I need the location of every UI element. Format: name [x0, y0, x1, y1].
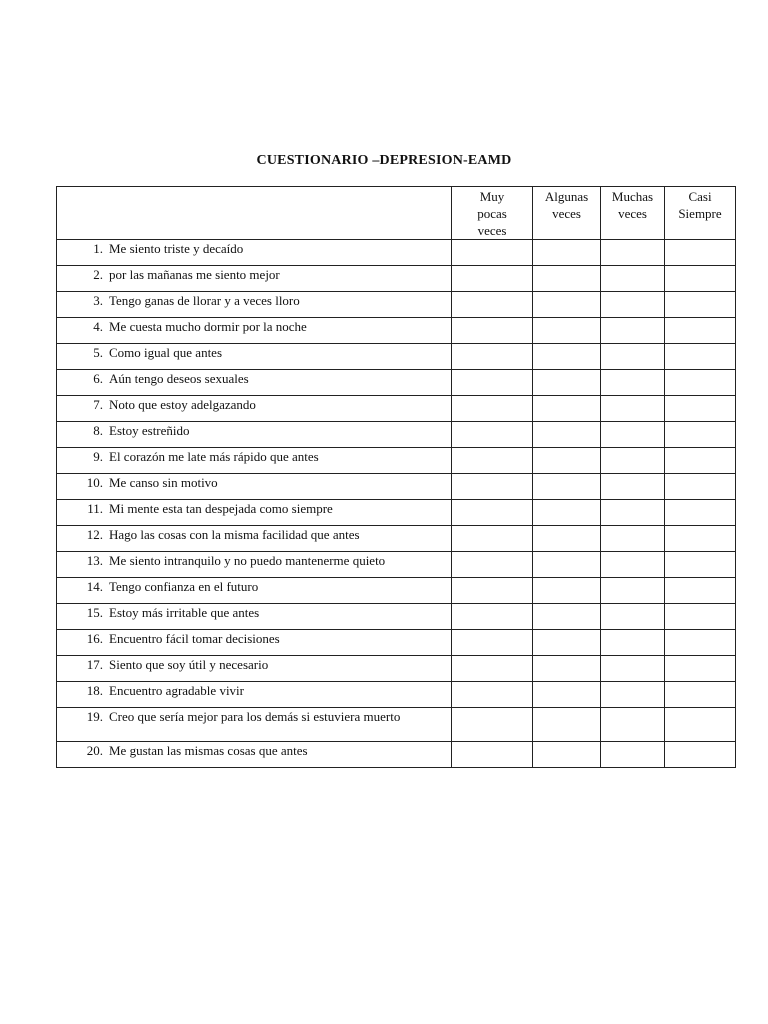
answer-cell-algunas-veces[interactable] — [533, 422, 601, 448]
answer-cell-algunas-veces[interactable] — [533, 396, 601, 422]
question-number: 2. — [93, 267, 103, 282]
question-number: 10. — [86, 475, 103, 490]
question-row — [57, 552, 736, 578]
question-row — [57, 448, 736, 474]
question-row — [57, 708, 736, 742]
answer-cell-muchas-veces[interactable] — [601, 742, 665, 768]
question-cell — [57, 578, 452, 604]
question-row — [57, 396, 736, 422]
answer-cell-casi-siempre[interactable] — [665, 344, 736, 370]
question-number: 1. — [93, 241, 103, 256]
questionnaire-table — [56, 186, 736, 768]
answer-cell-muy-pocas-veces[interactable] — [452, 656, 533, 682]
answer-cell-algunas-veces[interactable] — [533, 682, 601, 708]
answer-cell-muchas-veces[interactable] — [601, 318, 665, 344]
question-row — [57, 604, 736, 630]
question-text: Me canso sin motivo — [109, 475, 218, 490]
question-text: Como igual que antes — [109, 345, 223, 360]
answer-cell-algunas-veces[interactable] — [533, 344, 601, 370]
answer-cell-muy-pocas-veces[interactable] — [452, 604, 533, 630]
question-number: 11. — [87, 501, 103, 516]
question-cell — [57, 240, 452, 266]
answer-cell-casi-siempre[interactable] — [665, 552, 736, 578]
answer-cell-muy-pocas-veces[interactable] — [452, 344, 533, 370]
question-number: 13. — [86, 553, 103, 568]
question-number: 19. — [86, 709, 103, 724]
answer-cell-muchas-veces[interactable] — [601, 266, 665, 292]
question-text: Me cuesta mucho dormir por la noche — [109, 319, 307, 334]
answer-cell-muy-pocas-veces[interactable] — [452, 370, 533, 396]
question-text: Tengo confianza en el futuro — [109, 579, 259, 594]
question-text: Mi mente esta tan despejada como siempre — [109, 501, 333, 516]
answer-cell-muy-pocas-veces[interactable] — [452, 708, 533, 742]
question-row — [57, 344, 736, 370]
question-number: 4. — [93, 319, 103, 334]
question-cell — [57, 682, 452, 708]
answer-cell-muchas-veces[interactable] — [601, 682, 665, 708]
question-number: 16. — [86, 631, 103, 646]
answer-cell-muy-pocas-veces[interactable] — [452, 578, 533, 604]
question-row — [57, 656, 736, 682]
question-row — [57, 474, 736, 500]
question-cell — [57, 344, 452, 370]
answer-cell-algunas-veces[interactable] — [533, 742, 601, 768]
question-cell — [57, 422, 452, 448]
answer-cell-algunas-veces[interactable] — [533, 708, 601, 742]
answer-cell-muchas-veces[interactable] — [601, 240, 665, 266]
header-row — [57, 187, 736, 240]
answer-cell-casi-siempre[interactable] — [665, 708, 736, 742]
question-row — [57, 578, 736, 604]
question-number: 5. — [93, 345, 103, 360]
question-text: Tengo ganas de llorar y a veces lloro — [109, 293, 300, 308]
question-text: Encuentro fácil tomar decisiones — [109, 631, 280, 646]
answer-cell-algunas-veces[interactable] — [533, 578, 601, 604]
answer-cell-muchas-veces[interactable] — [601, 344, 665, 370]
question-text: por las mañanas me siento mejor — [109, 267, 280, 282]
answer-cell-casi-siempre[interactable] — [665, 318, 736, 344]
answer-cell-muchas-veces[interactable] — [601, 474, 665, 500]
answer-cell-algunas-veces[interactable] — [533, 448, 601, 474]
question-row — [57, 742, 736, 768]
answer-cell-muy-pocas-veces[interactable] — [452, 552, 533, 578]
question-row — [57, 630, 736, 656]
answer-cell-muy-pocas-veces[interactable] — [452, 266, 533, 292]
answer-cell-algunas-veces[interactable] — [533, 266, 601, 292]
question-cell — [57, 526, 452, 552]
question-row — [57, 370, 736, 396]
question-cell — [57, 370, 452, 396]
answer-cell-muy-pocas-veces[interactable] — [452, 500, 533, 526]
question-text: Noto que estoy adelgazando — [109, 397, 256, 412]
answer-cell-muchas-veces[interactable] — [601, 656, 665, 682]
header-casi-siempre: Casi Siempre — [665, 187, 736, 240]
question-text: Creo que sería mejor para los demás si estuviera muerto — [109, 709, 401, 724]
answer-cell-muchas-veces[interactable] — [601, 396, 665, 422]
question-text: Siento que soy útil y necesario — [109, 657, 269, 672]
question-row — [57, 526, 736, 552]
answer-cell-casi-siempre[interactable] — [665, 500, 736, 526]
answer-cell-algunas-veces[interactable] — [533, 552, 601, 578]
answer-cell-casi-siempre[interactable] — [665, 370, 736, 396]
question-cell — [57, 448, 452, 474]
question-text: Estoy estreñido — [109, 423, 190, 438]
question-text: Hago las cosas con la misma facilidad que antes — [109, 527, 360, 542]
answer-cell-muy-pocas-veces[interactable] — [452, 318, 533, 344]
answer-cell-muy-pocas-veces[interactable] — [452, 240, 533, 266]
question-row — [57, 266, 736, 292]
answer-cell-algunas-veces[interactable] — [533, 240, 601, 266]
answer-cell-muchas-veces[interactable] — [601, 630, 665, 656]
answer-cell-casi-siempre[interactable] — [665, 578, 736, 604]
answer-cell-algunas-veces[interactable] — [533, 318, 601, 344]
answer-cell-casi-siempre[interactable] — [665, 292, 736, 318]
answer-cell-casi-siempre[interactable] — [665, 266, 736, 292]
answer-cell-algunas-veces[interactable] — [533, 656, 601, 682]
answer-cell-muchas-veces[interactable] — [601, 448, 665, 474]
answer-cell-muy-pocas-veces[interactable] — [452, 422, 533, 448]
header-algunas-veces: Algunas veces — [533, 187, 601, 240]
question-cell — [57, 318, 452, 344]
question-text: Me gustan las mismas cosas que antes — [109, 743, 308, 758]
answer-cell-algunas-veces[interactable] — [533, 526, 601, 552]
question-row — [57, 240, 736, 266]
answer-cell-algunas-veces[interactable] — [533, 630, 601, 656]
answer-cell-muy-pocas-veces[interactable] — [452, 448, 533, 474]
answer-cell-casi-siempre[interactable] — [665, 630, 736, 656]
question-number: 15. — [86, 605, 103, 620]
answer-cell-algunas-veces[interactable] — [533, 474, 601, 500]
answer-cell-algunas-veces[interactable] — [533, 292, 601, 318]
question-row — [57, 318, 736, 344]
answer-cell-muchas-veces[interactable] — [601, 708, 665, 742]
answer-cell-algunas-veces[interactable] — [533, 370, 601, 396]
answer-cell-casi-siempre[interactable] — [665, 526, 736, 552]
question-number: 3. — [93, 293, 103, 308]
answer-cell-casi-siempre[interactable] — [665, 448, 736, 474]
answer-cell-muy-pocas-veces[interactable] — [452, 630, 533, 656]
question-row — [57, 292, 736, 318]
question-row — [57, 682, 736, 708]
answer-cell-muchas-veces[interactable] — [601, 422, 665, 448]
answer-cell-muchas-veces[interactable] — [601, 604, 665, 630]
question-cell — [57, 742, 452, 768]
question-number: 18. — [86, 683, 103, 698]
question-cell — [57, 656, 452, 682]
header-muy-pocas-veces: Muy pocas veces — [452, 187, 533, 240]
question-cell — [57, 630, 452, 656]
question-number: 14. — [86, 579, 103, 594]
question-cell — [57, 396, 452, 422]
document-title: CUESTIONARIO –DEPRESION-EAMD — [256, 153, 512, 168]
answer-cell-muchas-veces[interactable] — [601, 500, 665, 526]
answer-cell-algunas-veces[interactable] — [533, 500, 601, 526]
answer-cell-muchas-veces[interactable] — [601, 370, 665, 396]
answer-cell-muy-pocas-veces[interactable] — [452, 396, 533, 422]
answer-cell-muchas-veces[interactable] — [601, 578, 665, 604]
question-number: 20. — [86, 743, 103, 758]
question-cell — [57, 474, 452, 500]
answer-cell-muchas-veces[interactable] — [601, 526, 665, 552]
question-text: Aún tengo deseos sexuales — [109, 371, 249, 386]
answer-cell-casi-siempre[interactable] — [665, 396, 736, 422]
answer-cell-muy-pocas-veces[interactable] — [452, 292, 533, 318]
answer-cell-muchas-veces[interactable] — [601, 552, 665, 578]
question-number: 8. — [93, 423, 103, 438]
question-number: 12. — [86, 527, 103, 542]
question-cell — [57, 552, 452, 578]
question-cell — [57, 708, 452, 742]
question-cell — [57, 292, 452, 318]
answer-cell-casi-siempre[interactable] — [665, 604, 736, 630]
question-row — [57, 500, 736, 526]
question-number: 9. — [93, 449, 103, 464]
answer-cell-muy-pocas-veces[interactable] — [452, 682, 533, 708]
question-text: El corazón me late más rápido que antes — [109, 449, 319, 464]
question-number: 7. — [93, 397, 103, 412]
answer-cell-casi-siempre[interactable] — [665, 474, 736, 500]
question-number: 6. — [93, 371, 103, 386]
answer-cell-casi-siempre[interactable] — [665, 240, 736, 266]
answer-cell-muchas-veces[interactable] — [601, 292, 665, 318]
question-row — [57, 422, 736, 448]
answer-cell-muy-pocas-veces[interactable] — [452, 742, 533, 768]
question-cell — [57, 266, 452, 292]
question-text: Me siento intranquilo y no puedo mantenerme quieto — [109, 553, 386, 568]
question-cell — [57, 500, 452, 526]
answer-cell-casi-siempre[interactable] — [665, 682, 736, 708]
question-number: 17. — [86, 657, 103, 672]
question-cell — [57, 604, 452, 630]
answer-cell-algunas-veces[interactable] — [533, 604, 601, 630]
question-text: Encuentro agradable vivir — [109, 683, 244, 698]
question-text: Me siento triste y decaído — [109, 241, 244, 256]
answer-cell-casi-siempre[interactable] — [665, 422, 736, 448]
answer-cell-muy-pocas-veces[interactable] — [452, 526, 533, 552]
question-text: Estoy más irritable que antes — [109, 605, 260, 620]
answer-cell-casi-siempre[interactable] — [665, 742, 736, 768]
header-item-cell — [57, 187, 452, 240]
header-muchas-veces: Muchas veces — [601, 187, 665, 240]
answer-cell-casi-siempre[interactable] — [665, 656, 736, 682]
answer-cell-muy-pocas-veces[interactable] — [452, 474, 533, 500]
